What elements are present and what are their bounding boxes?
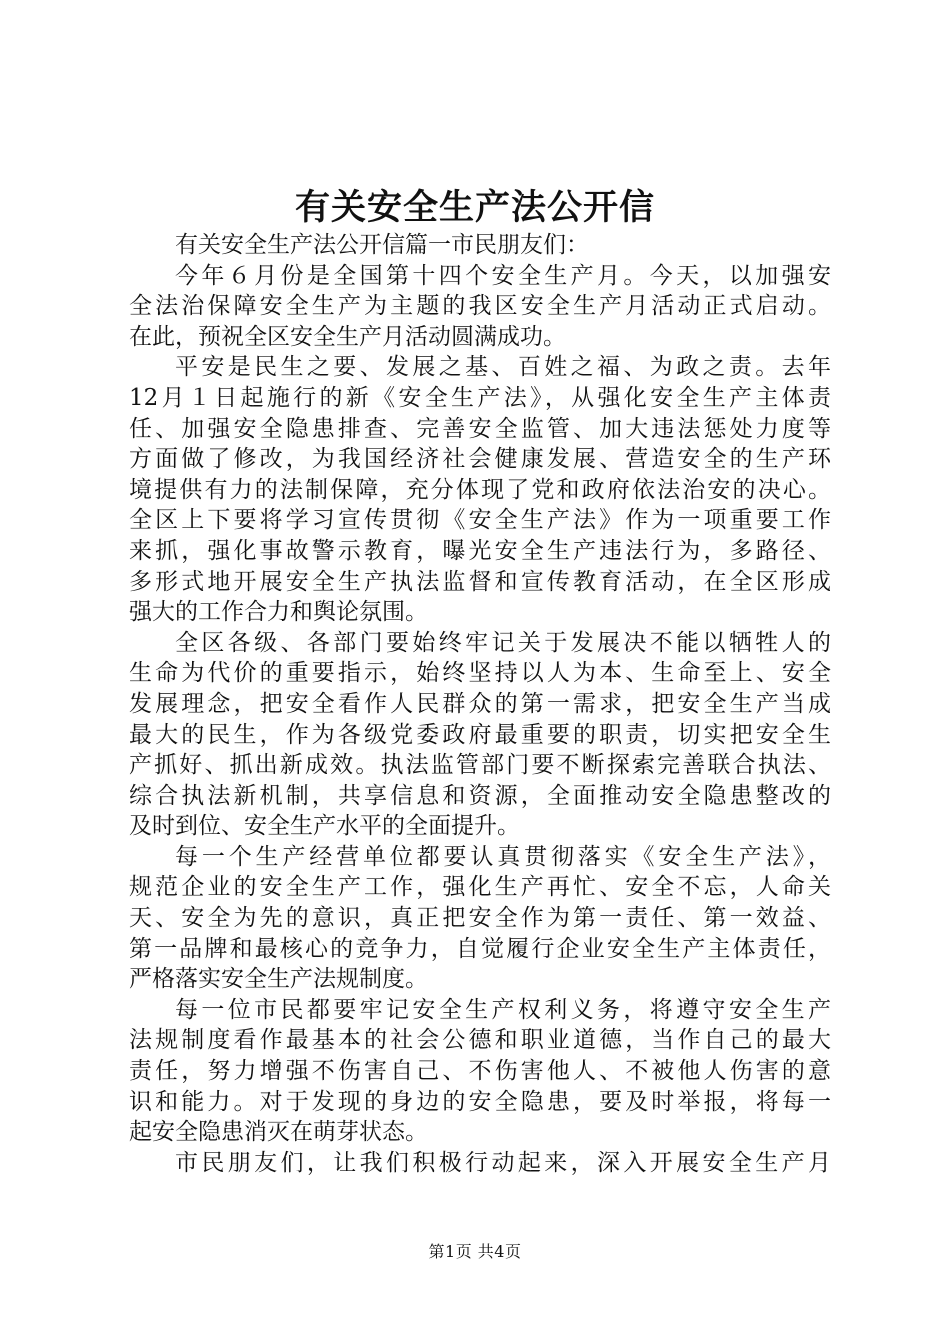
document-title: 有关安全生产法公开信 bbox=[294, 188, 655, 228]
text-line: 任、加强安全隐患排查、完善安全监管、加大违法惩处力度等 bbox=[129, 415, 831, 442]
text-line: 综合执法新机制，共享信息和资源，全面推动安全隐患整改的 bbox=[129, 782, 831, 809]
text-line: 每一个生产经营单位都要认真贯彻落实《安全生产法》， bbox=[175, 843, 831, 870]
text-line: 平安是民生之要、发展之基、百姓之福、为政之责。去年 bbox=[175, 354, 831, 381]
text-line: 有关安全生产法公开信篇一市民朋友们： bbox=[175, 232, 589, 258]
text-line: 全区上下要将学习宣传贯彻《安全生产法》作为一项重要工作 bbox=[129, 507, 831, 534]
text-line: 生命为代价的重要指示，始终坚持以人为本、生命至上、安全 bbox=[129, 660, 831, 687]
text-line: 产抓好、抓出新成效。执法监管部门要不断探索完善联合执法、 bbox=[129, 752, 831, 779]
text-line: 责任，努力增强不伤害自己、不伤害他人、不被他人伤害的意 bbox=[129, 1058, 831, 1085]
text-line: 全区各级、各部门要始终牢记关于发展决不能以牺牲人的 bbox=[175, 629, 831, 656]
text-line: 来抓，强化事故警示教育，曝光安全生产违法行为，多路径、 bbox=[129, 537, 831, 564]
text-line: 全法治保障安全生产为主题的我区安全生产月活动正式启动。 bbox=[129, 293, 831, 320]
text-line: 强大的工作合力和舆论氛围。 bbox=[129, 599, 428, 626]
text-line: 识和能力。对于发现的身边的安全隐患，要及时举报，将每一 bbox=[129, 1088, 831, 1115]
text-line: 12月１日起施行的新《安全生产法》，从强化安全生产主体责 bbox=[129, 384, 831, 411]
text-line: 今年６月份是全国第十四个安全生产月。今天，以加强安 bbox=[175, 262, 831, 289]
page-footer: 第1页 共4页 bbox=[428, 1242, 522, 1261]
document-body bbox=[129, 230, 831, 1178]
text-line: 最大的民生，作为各级党委政府最重要的职责，切实把安全生 bbox=[129, 721, 831, 748]
text-line: 在此，预祝全区安全生产月活动圆满成功。 bbox=[129, 323, 566, 350]
text-line: 天、安全为先的意识，真正把安全作为第一责任、第一效益、 bbox=[129, 905, 831, 932]
text-line: 规范企业的安全生产工作，强化生产再忙、安全不忘，人命关 bbox=[129, 874, 831, 901]
text-line: 境提供有力的法制保障，充分体现了党和政府依法治安的决心。 bbox=[129, 476, 831, 503]
text-line: 及时到位、安全生产水平的全面提升。 bbox=[129, 813, 520, 840]
text-line: 严格落实安全生产法规制度。 bbox=[129, 966, 428, 993]
text-line: 方面做了修改，为我国经济社会健康发展、营造安全的生产环 bbox=[129, 446, 831, 473]
text-line: 多形式地开展安全生产执法监督和宣传教育活动，在全区形成 bbox=[129, 568, 831, 595]
text-line: 法规制度看作最基本的社会公德和职业道德，当作自己的最大 bbox=[129, 1027, 831, 1054]
text-line: 第一品牌和最核心的竞争力，自觉履行企业安全生产主体责任， bbox=[129, 935, 831, 962]
text-line: 每一位市民都要牢记安全生产权利义务，将遵守安全生产 bbox=[175, 996, 831, 1023]
text-line: 发展理念，把安全看作人民群众的第一需求，把安全生产当成 bbox=[129, 690, 831, 717]
text-line: 起安全隐患消灭在萌芽状态。 bbox=[129, 1119, 428, 1146]
text-line: 市民朋友们，让我们积极行动起来，深入开展安全生产月 bbox=[175, 1149, 831, 1176]
